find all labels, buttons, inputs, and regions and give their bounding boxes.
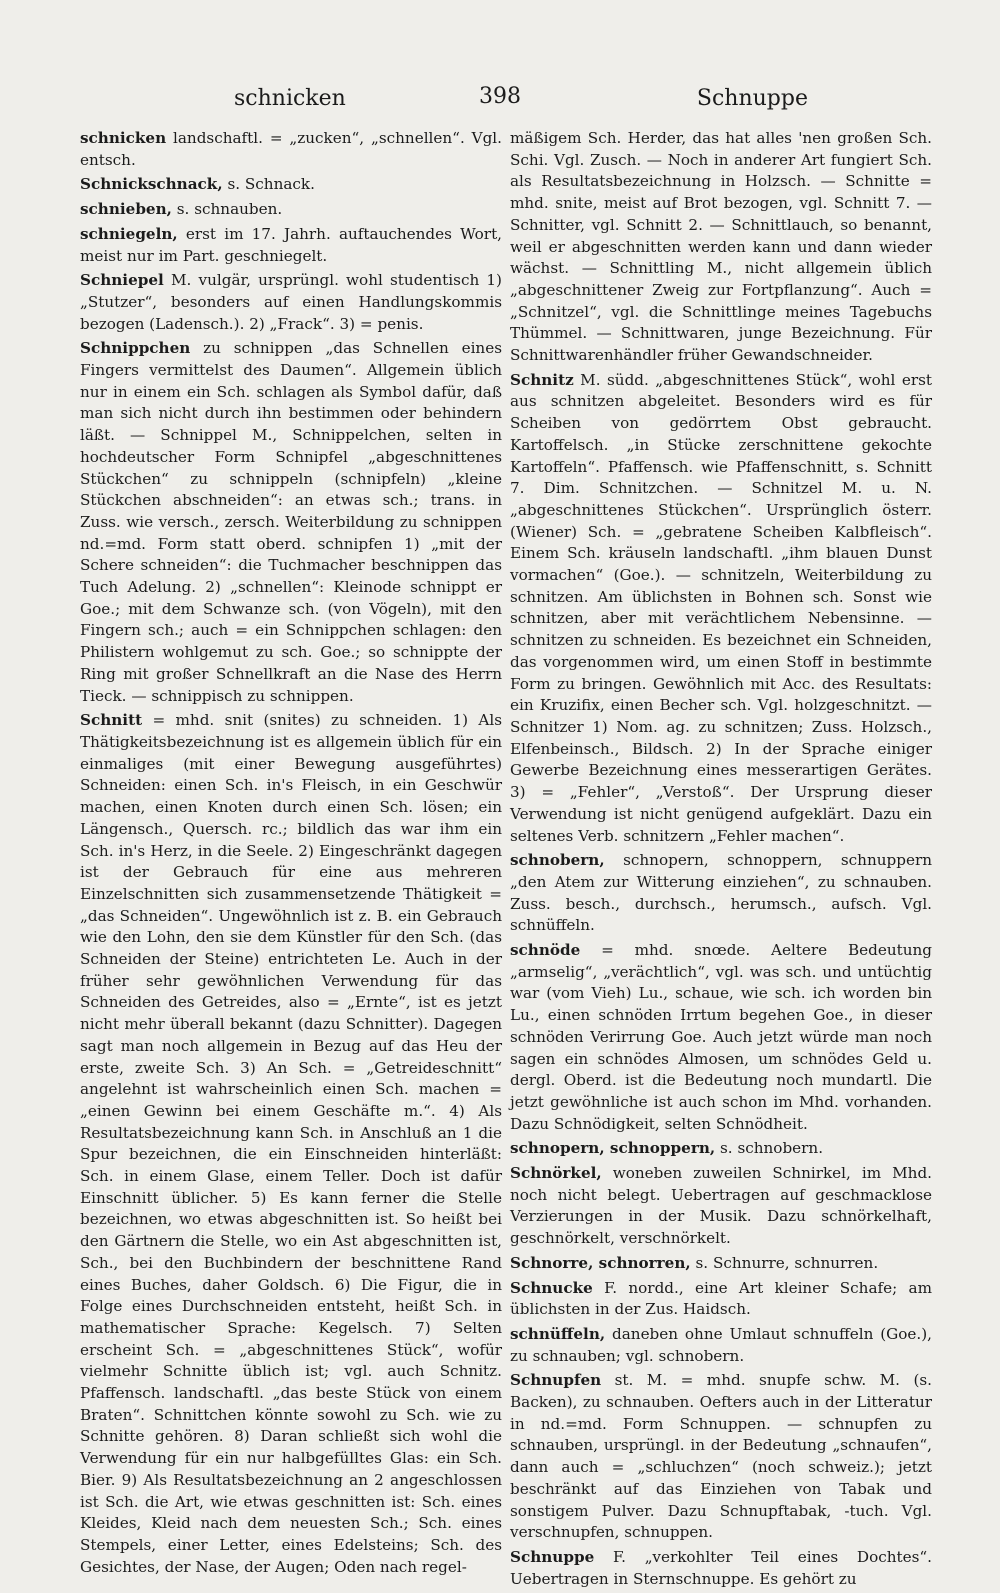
dictionary-entry xyxy=(510,850,932,937)
entry-text: schnopern, schnoppern, schnuppern „den Atem zur Witterung einziehen“, zu schnauben. Zuss. besch., durchsch., herumsch., aufsch. Vgl. schnüffeln. xyxy=(510,851,932,935)
dictionary-entry xyxy=(510,1253,932,1275)
entry-headword: Schnitt xyxy=(80,711,143,730)
entry-text: s. Schnack. xyxy=(222,175,315,194)
dictionary-entry xyxy=(80,710,502,1578)
entry-text: zu schnippen „das Schnellen eines Fingers vermittelst des Daumen“. Allgemein üblich nur in einem ein Sch. schlagen als Symbol dafür, daß man sich nicht durch ihn bestimmen oder behindern läßt. — Schnippel M., Schnippelchen, selten in hochdeutscher Form Schnipfel „abgeschnittenes Stückchen“ zu schnippeln (schnipfeln) „kleine Stückchen abschneiden“: an etwas sch.; trans. in Zuss. wie versch., zersch. Weiterbildung zu schnippen nd.=md. Form statt oberd. schnipfen 1) „mit der Schere schneiden“: die Tuchmacher beschnippen das Tuch Adelung. 2) „schnellen“: Kleinode schnippt er Goe.; mit dem Schwanze sch. (von Vögeln), mit den Fingern sch.; auch = ein Schnippchen schlagen: den Philistern wohlgemut zu sch. Goe.; so schnippte der Ring mit großer Schnellkraft an die Nase des Herrn Tieck. — schnippisch zu schnippen. xyxy=(80,339,502,705)
dictionary-entry xyxy=(510,1547,932,1590)
entry-text: erst im 17. Jahrh. auftauchendes Wort, meist nur im Part. geschniegelt. xyxy=(80,224,502,265)
entry-text: M. südd. „abgeschnittenes Stück“, wohl erst aus schnitzen abgeleitet. Besonders wird es für Scheiben von gedörrtem Obst gebraucht. Kartoffelsch. „in Stücke zerschnittene gekochte Kartoffeln“. Pfaffensch. wie Pfaffenschnitt, s. Schnitt 7. Dim. Schnitzchen. — Schnitzel M. u. N. „abgeschnittenes Stückchen“. Ursprünglich österr. (Wiener) Sch. = „gebratene Scheiben Kalbfleisch“. Einem Sch. kräuseln landschaftl. „ihm blauen Dunst vormachen“ (Goe.). — schnitzeln, Weiterbildung zu schnitzen. Am üblichsten in Bohnen sch. Sonst wie schnitzen, aber mit verächtlichem Nebensinne. — schnitzen zu schneiden. Es bezeichnet ein Schneiden, das vorgenommen wird, um einen Stoff in bestimmte Form zu bringen. Gewöhnlich mit Acc. des Resultats: ein Kruzifix, einen Becher sch. Vgl. holzgeschnitzt. — Schnitzer 1) Nom. ag. zu schnitzen; Zuss. Holzsch., Elfenbeinsch., Bildsch. 2) In der Sprache einiger Gewerbe Bezeichnung eines messerartigen Gerätes. 3) = „Fehler“, „Verstoß“. Der Ursprung dieser Verwendung ist nicht genügend aufgeklärt. Dazu ein seltenes Verb. schnitzern „Fehler machen“. xyxy=(510,370,932,845)
entry-headword: schnieben, xyxy=(80,200,172,219)
entry-text: F. „verkohlter Teil eines Dochtes“. Uebertragen in Sternschnuppe. Es gehört zu xyxy=(510,1548,932,1588)
entry-headword: Schnitz xyxy=(510,370,574,389)
entry-text: = mhd. snit (snites) zu schneiden. 1) Als Thätigkeitsbezeichnung ist es allgemein üblich für ein einmaliges (mit einer Bewegung ausgeführtes) Schneiden: einen Sch. in's Fleisch, in ein Geschwür machen, einen Knoten durch einen Sch. lösen; ein Längensch., Quersch. rc.; bildlich das war ihm ein Sch. in's Herz, in die Seele. 2) Eingeschränkt dagegen ist der Gebrauch für eine aus mehreren Einzelschnitten sich zusammensetzende Thätigkeit = „das Schneiden“. Ungewöhnlich ist z. B. ein Gebrauch wie den Lohn, den sie dem Künstler für den Sch. (das Schneiden der Steine) entrichteten Le. Auch in der früher sehr gewöhnlichen Verwendung für das Schneiden des Getreides, also = „Ernte“, ist es jetzt nicht mehr überall bekannt (dazu Schnitter). Dagegen sagt man noch allgemein in Bezug auf das Heu der erste, zweite Sch. 3) An Sch. = „Getreideschnitt“ angelehnt ist wahrscheinlich einen Sch. machen = „einen Gewinn bei einem Geschäfte m.“. 4) Als Resultatsbezeichnung kann Sch. in Anschluß an 1 die Spur bezeichnen, die ein Einschneiden hinterläßt: Sch. in einem Glase, einem Teller. Doch ist dafür Einschnitt üblicher. 5) Es kann ferner die Stelle bezeichnen, wo etwas abgeschnitten ist. So heißt bei den Gärtnern die Stelle, wo ein Ast abgeschnitten ist, Sch., bei den Buchbindern der beschnittene Rand eines Buches, daher Goldsch. 6) Die Figur, die in Folge eines Durchschneiden entsteht, heißt Sch. in mathematischer Sprache: Kegelsch. 7) Selten erscheint Sch. = „abgeschnittenes Stück“, wofür vielmehr Schnitte üblich ist; vgl. auch Schnitz. Pfaffensch. landschaftl. „das beste Stück von einem Braten“. Schnittchen könnte sowohl zu Sch. wie zu Schnitte gehören. 8) Daran schließt sich wohl die Verwendung für ein nur halbgefülltes Glas: ein Sch. Bier. 9) Als Resultatsbezeichnung an 2 angeschlossen ist Sch. die Art, wie etwas geschnitten ist: Sch. eines Kleides, Kleid nach dem neuesten Sch.; Sch. eines Stempels, einer Letter, eines Edelsteins; Sch. des Gesichtes, der Nase, der Augen; Oden nach regel- xyxy=(80,711,502,1576)
entry-headword: Schnickschnack, xyxy=(80,175,223,194)
entry-text: s. Schnurre, schnurren. xyxy=(690,1253,879,1272)
entry-headword: Schnuppe xyxy=(510,1548,595,1566)
left-running-headword: schnicken xyxy=(234,86,346,111)
entry-text: mäßigem Sch. Herder, das hat alles 'nen großen Sch. Schi. Vgl. Zusch. — Noch in anderer Art fungiert Sch. als Resultatsbezeichnung in Holzsch. — Schnitte = mhd. snite, meist auf Brot bezogen, vgl. Schnitt 7. — Schnitter, vgl. Schnitt 2. — Schnittlauch, so benannt, weil er abgeschnitten werden kann und dann wieder wächst. — Schnittling M., nicht allgemein üblich „abgeschnittener Zweig zur Fortpflanzung“. Auch = „Schnitzel“, vgl. die Schnittlinge meines Tagebuchs Thümmel. — Schnittwaren, junge Bezeichnung. Für Schnittwarenhändler früher Gewandschneider. xyxy=(510,129,932,365)
entry-headword: schnüffeln, xyxy=(510,1324,606,1343)
dictionary-entry xyxy=(510,940,932,1135)
entry-text: F. nordd., eine Art kleiner Schafe; am üblichsten in der Zus. Haidsch. xyxy=(510,1278,932,1319)
entry-text: landschaftl. = „zucken“, „schnellen“. Vgl. entsch. xyxy=(80,129,502,169)
dictionary-entry xyxy=(510,128,932,367)
page-header xyxy=(72,78,928,116)
entry-headword: Schnucke xyxy=(510,1278,593,1297)
entry-text: = mhd. snœde. Aeltere Bedeutung „armselig“, „verächtlich“, vgl. was sch. und untüchtig war (vom Vieh) Lu., schaue, wie sch. ich worden bin Lu., einen schnöden Irrtum begehen Goe., in dieser schnöden Verirrung Goe. Auch jetzt würde man noch sagen ein schnödes Almosen, um schnödes Geld u. dergl. Oberd. ist die Bedeutung noch mundartl. Die jetzt gewöhnliche ist auch schon im Mhd. vorhanden. Dazu Schnödigkeit, selten Schnödheit. xyxy=(510,941,932,1133)
entry-headword: schnöde xyxy=(510,941,581,960)
dictionary-entry xyxy=(80,199,502,221)
dictionary-entry xyxy=(80,270,502,335)
dictionary-entry xyxy=(80,338,502,707)
left-column xyxy=(80,128,502,1581)
entry-text: s. schnobern. xyxy=(715,1139,824,1158)
dictionary-entry xyxy=(510,1278,932,1321)
dictionary-entry xyxy=(80,174,502,196)
entry-text: st. M. = mhd. snupfe schw. M. (s. Backen), zu schnauben. Oefters auch in der Litteratur in nd.=md. Form Schnuppen. — schnupfen zu schnauben, ursprüngl. in der Bedeutung „schnaufen“, dann auch = „schluchzen“ (noch schweiz.); jetzt beschränkt auf das Einziehen von Tabak und sonstigem Pulver. Dazu Schnupftabak, -tuch. Vgl. verschnupfen, schnuppen. xyxy=(510,1371,932,1542)
dictionary-entry xyxy=(510,370,932,847)
entry-headword: Schnippchen xyxy=(80,339,191,358)
entry-headword: Schniepel xyxy=(80,271,164,290)
entry-headword: Schnörkel, xyxy=(510,1164,602,1183)
right-running-headword: Schnuppe xyxy=(696,86,808,111)
dictionary-entry xyxy=(80,224,502,267)
entry-headword: Schnupfen xyxy=(510,1371,602,1390)
entry-headword: Schnorre, schnorren, xyxy=(510,1253,691,1272)
entry-headword: schnobern, xyxy=(510,851,605,870)
entry-text: daneben ohne Umlaut schnuffeln (Goe.), zu schnauben; vgl. schnobern. xyxy=(510,1324,932,1365)
entry-headword: schnopern, schnoppern, xyxy=(510,1139,716,1158)
page-number: 398 xyxy=(479,84,521,109)
dictionary-entry xyxy=(510,1163,932,1250)
entry-text: M. vulgär, ursprüngl. wohl studentisch 1) „Stutzer“, besonders auf einen Handlungskommis bezogen (Ladensch.). 2) „Frack“. 3) = penis. xyxy=(80,271,502,333)
dictionary-entry xyxy=(510,1138,932,1160)
entry-text: s. schnauben. xyxy=(171,200,283,219)
entry-headword: schnicken xyxy=(80,129,167,147)
entry-headword: schniegeln, xyxy=(80,224,178,243)
dictionary-entry xyxy=(80,128,502,171)
dictionary-entry xyxy=(510,1324,932,1367)
entry-text: woneben zuweilen Schnirkel, im Mhd. noch nicht belegt. Uebertragen auf geschmacklose Verzierungen in der Musik. Dazu schnörkelhaft, geschnörkelt, verschnörkelt. xyxy=(510,1164,932,1248)
right-column xyxy=(510,128,932,1593)
dictionary-entry xyxy=(510,1370,932,1544)
